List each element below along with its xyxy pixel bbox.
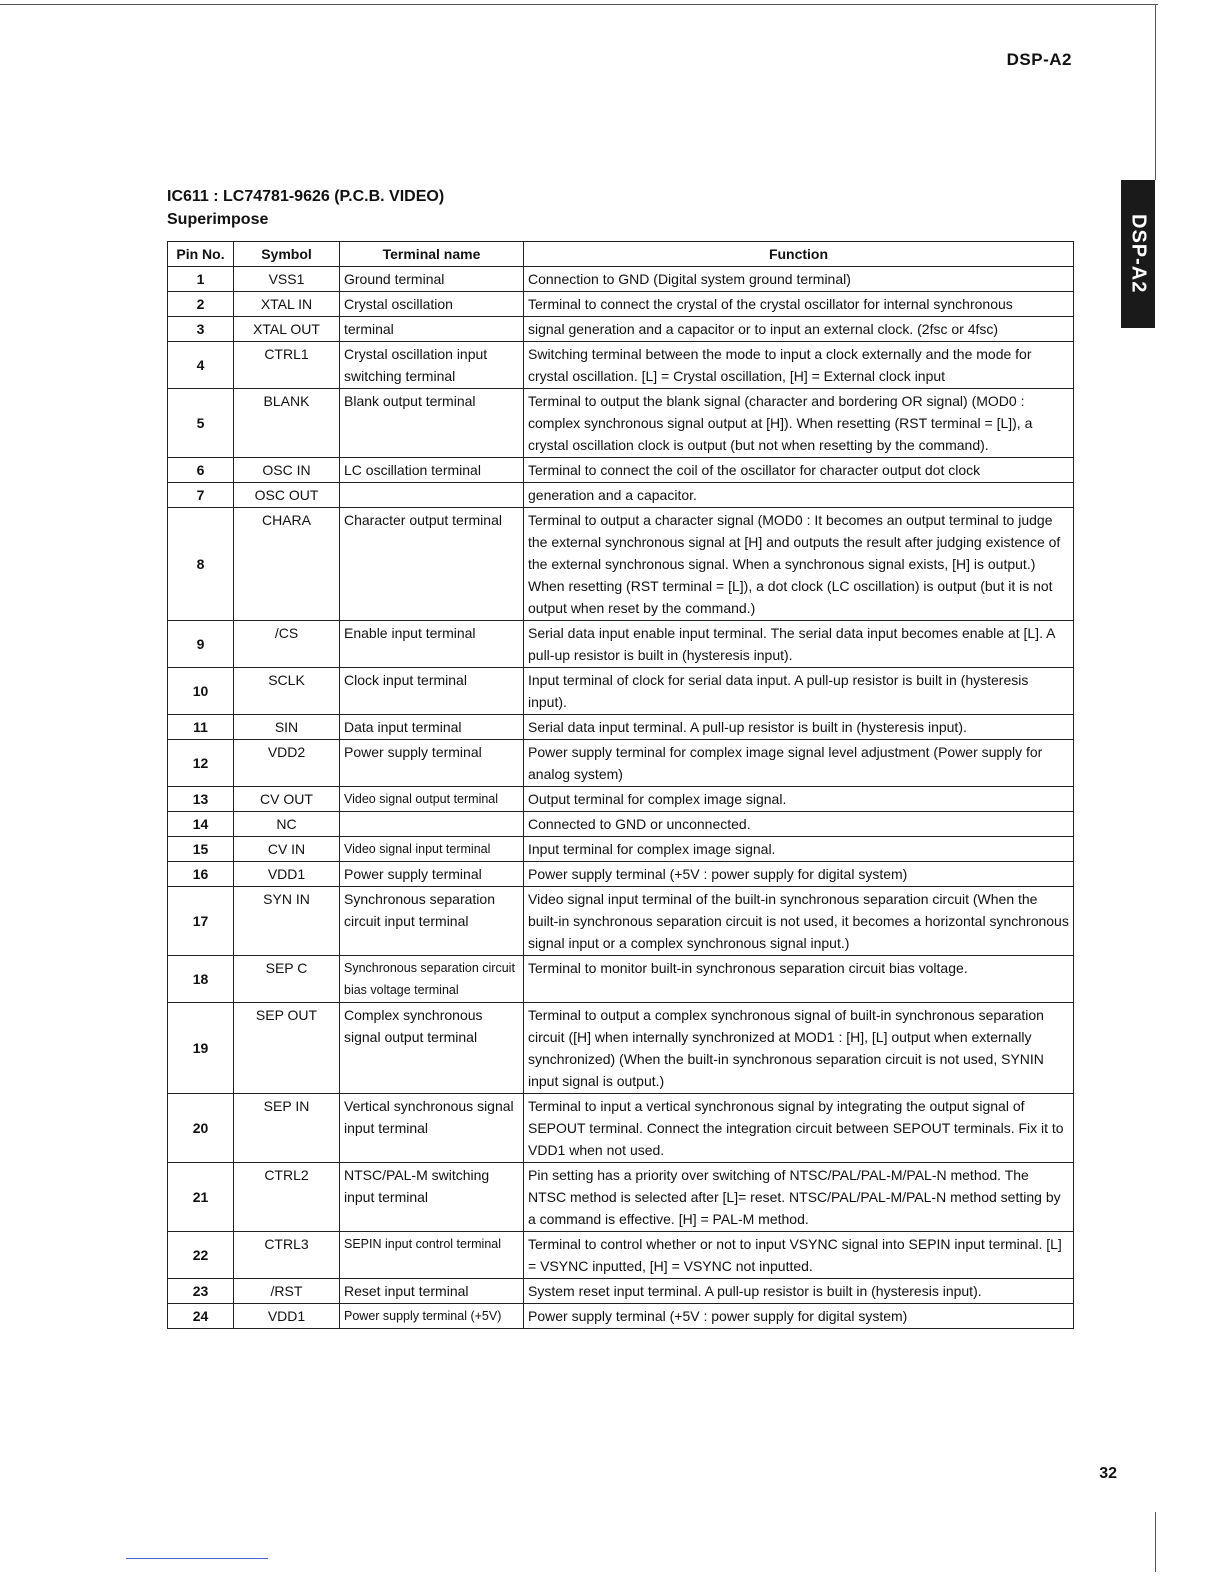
symbol-cell: SYN IN: [234, 887, 340, 956]
function-cell: System reset input terminal. A pull-up resistor is built in (hysteresis input).: [524, 1279, 1074, 1304]
table-row: [168, 292, 1074, 317]
section-title: IC611 : LC74781-9626 (P.C.B. VIDEO): [167, 188, 445, 205]
function-cell: Video signal input terminal of the built-in synchronous separation circuit (When the built-in synchronous separation circuit is not used, it becomes a horizontal synchronous signal input or a complex synchronous signal input.): [524, 887, 1074, 956]
table-row: [168, 787, 1074, 812]
table-row: [168, 389, 1074, 458]
symbol-cell: NC: [234, 812, 340, 837]
function-cell: Input terminal for complex image signal.: [524, 837, 1074, 862]
table-row: [168, 483, 1074, 508]
col-header-symbol: Symbol: [234, 242, 340, 267]
function-cell: Terminal to input a vertical synchronous signal by integrating the output signal of SEPOUT terminal. Connect the integration circuit between SEPOUT terminals. Fix it to VDD1 when not used.: [524, 1094, 1074, 1163]
function-cell: Terminal to connect the coil of the oscillator for character output dot clock: [524, 458, 1074, 483]
pin-cell: 10: [168, 668, 234, 715]
symbol-cell: OSC OUT: [234, 483, 340, 508]
pin-cell: 1: [168, 267, 234, 292]
terminal-name-cell: Blank output terminal: [340, 389, 524, 458]
symbol-cell: SEP C: [234, 956, 340, 1003]
function-cell: Connection to GND (Digital system ground terminal): [524, 267, 1074, 292]
symbol-cell: SIN: [234, 715, 340, 740]
pin-cell: 6: [168, 458, 234, 483]
symbol-cell: CTRL3: [234, 1232, 340, 1279]
right-margin-rule: [1155, 4, 1156, 180]
table-row: [168, 956, 1074, 1003]
function-cell: Input terminal of clock for serial data input. A pull-up resistor is built in (hysteresis input).: [524, 668, 1074, 715]
pin-cell: 7: [168, 483, 234, 508]
table-row: [168, 508, 1074, 621]
table-row: [168, 1279, 1074, 1304]
top-rule: [0, 4, 1158, 5]
terminal-name-cell: Video signal output terminal: [340, 787, 524, 812]
bottom-rule: [126, 1558, 268, 1559]
side-tab: [1121, 180, 1155, 328]
symbol-cell: OSC IN: [234, 458, 340, 483]
col-header-function: Function: [524, 242, 1074, 267]
function-cell: Switching terminal between the mode to input a clock externally and the mode for crystal oscillation. [L] = Crystal oscillation, [H] = External clock input: [524, 342, 1074, 389]
function-cell: Terminal to output a character signal (MOD0 : It becomes an output terminal to judge the external synchronous signal at [H] and outputs the result after judging existence of the external synchronous signal. When a synchronous signal exists, [H] is output.) When resetting (RST terminal = [L]), a dot clock (LC oscillation) is output (but it is not output when reset by the command.): [524, 508, 1074, 621]
pin-cell: 2: [168, 292, 234, 317]
function-cell: Pin setting has a priority over switching of NTSC/PAL/PAL-M/PAL-N method. The NTSC method is selected after [L]= reset. NTSC/PAL/PAL-M/PAL-N method setting by a command is effective. [H] = PAL-M method.: [524, 1163, 1074, 1232]
terminal-name-cell: Vertical synchronous signal input terminal: [340, 1094, 524, 1163]
pin-cell: 14: [168, 812, 234, 837]
function-cell: Power supply terminal for complex image signal level adjustment (Power supply for analog system): [524, 740, 1074, 787]
function-cell: Terminal to connect the crystal of the crystal oscillator for internal synchronous: [524, 292, 1074, 317]
terminal-name-cell: [340, 483, 524, 508]
symbol-cell: XTAL OUT: [234, 317, 340, 342]
pin-cell: 22: [168, 1232, 234, 1279]
function-cell: Terminal to output the blank signal (character and bordering OR signal) (MOD0 : complex synchronous signal output at [H]). When resetting (RST terminal = [L]), a crystal oscillation clock is output (but not when resetting by the command).: [524, 389, 1074, 458]
table-row: [168, 715, 1074, 740]
table-row: [168, 317, 1074, 342]
table-row: [168, 1094, 1074, 1163]
pin-cell: 3: [168, 317, 234, 342]
col-header-pin: Pin No.: [168, 242, 234, 267]
table-row: [168, 812, 1074, 837]
symbol-cell: CV OUT: [234, 787, 340, 812]
symbol-cell: VDD1: [234, 1304, 340, 1329]
table-row: [168, 1232, 1074, 1279]
terminal-name-cell: Data input terminal: [340, 715, 524, 740]
table-row: [168, 837, 1074, 862]
function-cell: Serial data input enable input terminal. The serial data input becomes enable at [L]. A pull-up resistor is built in (hysteresis input).: [524, 621, 1074, 668]
pin-cell: 20: [168, 1094, 234, 1163]
table-header-row: [168, 242, 1074, 267]
side-tab-label: DSP-A2: [1127, 214, 1150, 294]
symbol-cell: VDD2: [234, 740, 340, 787]
table-row: [168, 740, 1074, 787]
table-row: [168, 267, 1074, 292]
function-cell: Output terminal for complex image signal.: [524, 787, 1074, 812]
symbol-cell: VSS1: [234, 267, 340, 292]
terminal-name-cell: Power supply terminal: [340, 740, 524, 787]
terminal-name-cell: [340, 812, 524, 837]
table-row: [168, 458, 1074, 483]
pin-cell: 17: [168, 887, 234, 956]
pin-cell: 8: [168, 508, 234, 621]
function-cell: signal generation and a capacitor or to input an external clock. (2fsc or 4fsc): [524, 317, 1074, 342]
terminal-name-cell: terminal: [340, 317, 524, 342]
pin-cell: 24: [168, 1304, 234, 1329]
pin-function-table: [167, 241, 1074, 1329]
symbol-cell: XTAL IN: [234, 292, 340, 317]
pin-cell: 15: [168, 837, 234, 862]
terminal-name-cell: Complex synchronous signal output terminal: [340, 1003, 524, 1094]
pin-cell: 5: [168, 389, 234, 458]
symbol-cell: CTRL2: [234, 1163, 340, 1232]
table-body: [168, 267, 1074, 1329]
pin-cell: 13: [168, 787, 234, 812]
terminal-name-cell: Power supply terminal (+5V): [340, 1304, 524, 1329]
terminal-name-cell: SEPIN input control terminal: [340, 1232, 524, 1279]
terminal-name-cell: Synchronous separation circuit input terminal: [340, 887, 524, 956]
terminal-name-cell: Reset input terminal: [340, 1279, 524, 1304]
header-model: DSP-A2: [1006, 50, 1072, 69]
symbol-cell: CV IN: [234, 837, 340, 862]
terminal-name-cell: LC oscillation terminal: [340, 458, 524, 483]
symbol-cell: VDD1: [234, 862, 340, 887]
symbol-cell: /CS: [234, 621, 340, 668]
function-cell: Terminal to output a complex synchronous signal of built-in synchronous separation circuit ([H] when internally synchronized at MOD1 : [H], [L] output when externally synchronized) (When the built-in synchronous separation circuit is not used, SYNIN input signal is output.): [524, 1003, 1074, 1094]
table-row: [168, 887, 1074, 956]
pin-cell: 9: [168, 621, 234, 668]
function-cell: Serial data input terminal. A pull-up resistor is built in (hysteresis input).: [524, 715, 1074, 740]
function-cell: Power supply terminal (+5V : power supply for digital system): [524, 862, 1074, 887]
symbol-cell: CTRL1: [234, 342, 340, 389]
terminal-name-cell: Power supply terminal: [340, 862, 524, 887]
pin-cell: 4: [168, 342, 234, 389]
table-row: [168, 1163, 1074, 1232]
terminal-name-cell: Enable input terminal: [340, 621, 524, 668]
table-row: [168, 1304, 1074, 1329]
symbol-cell: /RST: [234, 1279, 340, 1304]
table-row: [168, 1003, 1074, 1094]
right-margin-rule-bottom: [1155, 1512, 1156, 1572]
pin-cell: 19: [168, 1003, 234, 1094]
table-row: [168, 342, 1074, 389]
page-number: 32: [1099, 1465, 1117, 1482]
terminal-name-cell: Clock input terminal: [340, 668, 524, 715]
symbol-cell: CHARA: [234, 508, 340, 621]
pin-cell: 12: [168, 740, 234, 787]
pin-cell: 11: [168, 715, 234, 740]
terminal-name-cell: Crystal oscillation input switching terminal: [340, 342, 524, 389]
function-cell: generation and a capacitor.: [524, 483, 1074, 508]
symbol-cell: SCLK: [234, 668, 340, 715]
pin-cell: 23: [168, 1279, 234, 1304]
symbol-cell: SEP IN: [234, 1094, 340, 1163]
function-cell: Terminal to control whether or not to input VSYNC signal into SEPIN input terminal. [L] = VSYNC inputted, [H] = VSYNC not inputted.: [524, 1232, 1074, 1279]
pin-cell: 18: [168, 956, 234, 1003]
table-row: [168, 668, 1074, 715]
symbol-cell: SEP OUT: [234, 1003, 340, 1094]
terminal-name-cell: Character output terminal: [340, 508, 524, 621]
symbol-cell: BLANK: [234, 389, 340, 458]
table-row: [168, 621, 1074, 668]
section-subtitle: Superimpose: [167, 211, 269, 228]
function-cell: Power supply terminal (+5V : power supply for digital system): [524, 1304, 1074, 1329]
terminal-name-cell: Crystal oscillation: [340, 292, 524, 317]
pin-cell: 21: [168, 1163, 234, 1232]
terminal-name-cell: NTSC/PAL-M switching input terminal: [340, 1163, 524, 1232]
terminal-name-cell: Video signal input terminal: [340, 837, 524, 862]
table-row: [168, 862, 1074, 887]
terminal-name-cell: Ground terminal: [340, 267, 524, 292]
pin-cell: 16: [168, 862, 234, 887]
terminal-name-cell: Synchronous separation circuit bias voltage terminal: [340, 956, 524, 1003]
function-cell: Terminal to monitor built-in synchronous separation circuit bias voltage.: [524, 956, 1074, 1003]
function-cell: Connected to GND or unconnected.: [524, 812, 1074, 837]
col-header-terminal-name: Terminal name: [340, 242, 524, 267]
